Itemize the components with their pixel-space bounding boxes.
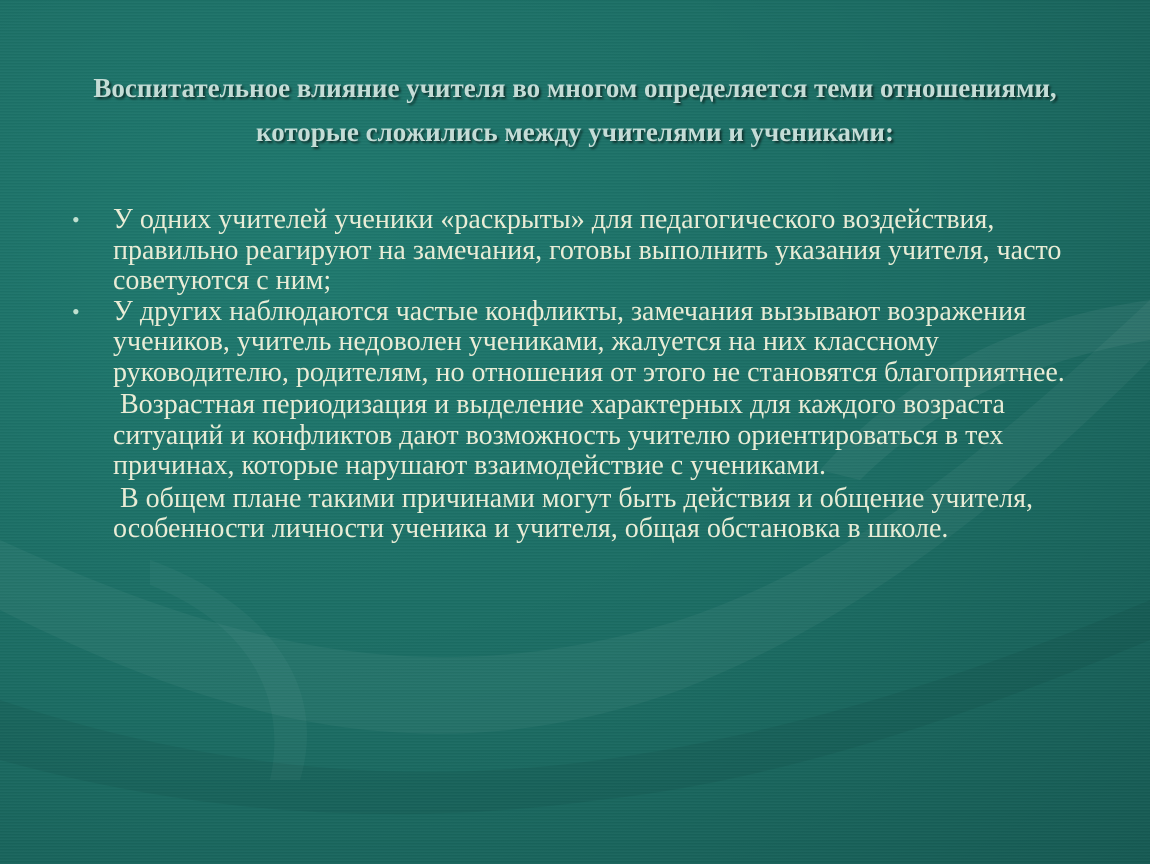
slide-body	[70, 205, 1090, 545]
bullet-text: У одних учителей ученики «раскрыты» для педагогического воздействия, правильно реагируют на замечания, готовы выполнить указания учителя, часто советуются с ним;	[113, 204, 1062, 296]
bullet-text: У других наблюдаются частые конфликты, замечания вызывают возражения учеников, учитель недоволен учениками, жалуется на них классному руководителю, родителям, но отношения от этого не становятся благоприятнее.	[113, 295, 1065, 388]
bullet-item	[70, 297, 1090, 389]
paragraph-text: В общем плане такими причинами могут быть действия и общение учителя, особенности личности ученика и учителя, общая обстановка в школе.	[113, 482, 1040, 544]
paragraph-text: Возрастная периодизация и выделение характерных для каждого возраста ситуаций и конфликтов дают возможность учителю ориентироваться в тех причинах, которые нарушают взаимодействие с учениками.	[113, 389, 1012, 481]
slide-title: Воспитательное влияние учителя во многом определяется теми отношениями, которые сложились между учителями и учениками:	[93, 73, 1057, 147]
paragraph	[70, 484, 1090, 545]
paragraph	[70, 390, 1090, 482]
bullet-dot: •	[72, 207, 80, 232]
bullet-item	[70, 205, 1090, 297]
bullet-dot: •	[72, 298, 80, 324]
